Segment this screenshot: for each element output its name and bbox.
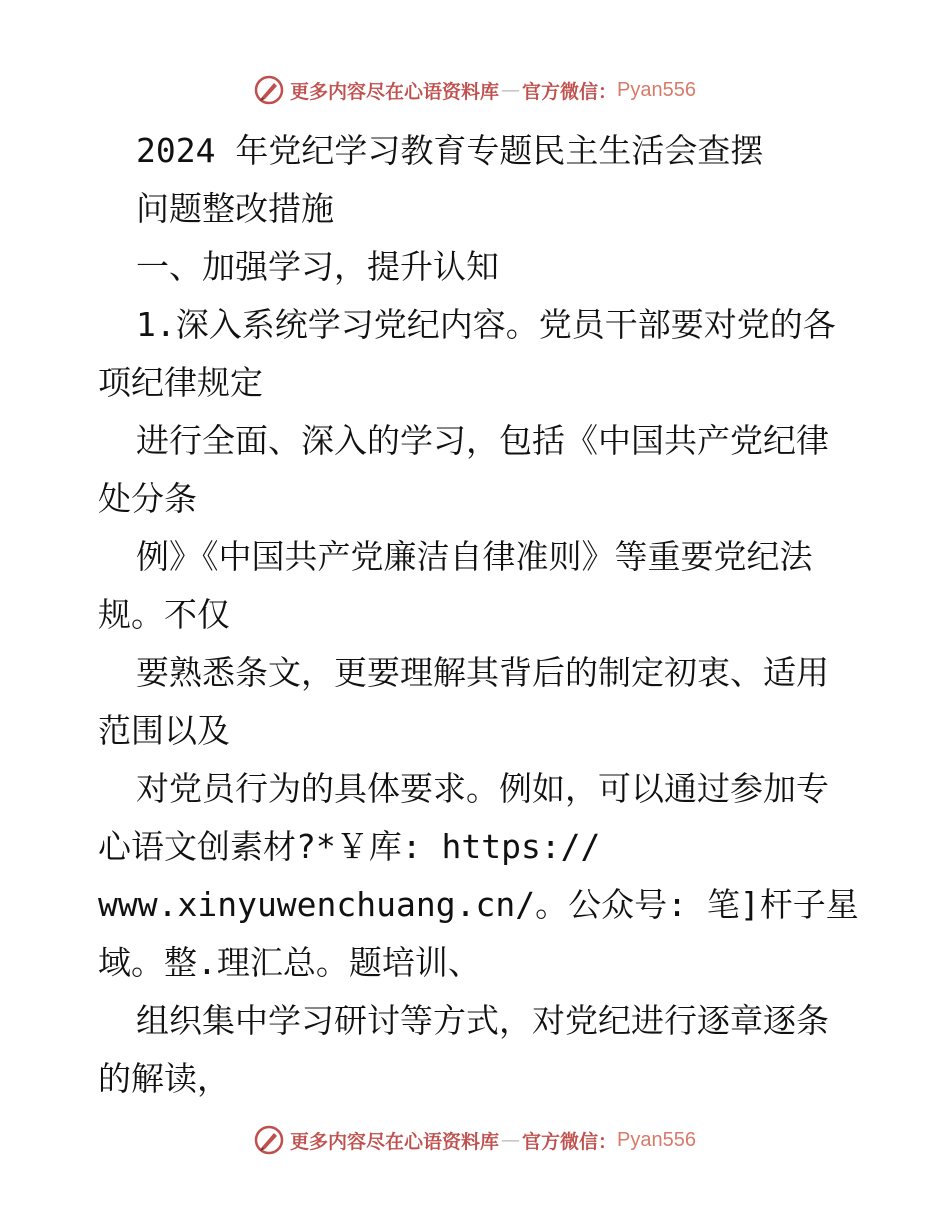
document-line: 域。整.理汇总。题培训、 [98, 943, 481, 982]
document-line: 2024 年党纪学习教育专题民主生活会查摆 [136, 131, 764, 170]
pen-logo-icon [254, 1125, 284, 1155]
document-line: 对党员行为的具体要求。例如，可以通过参加专 [136, 769, 829, 808]
document-line: 处分条 [98, 479, 197, 518]
pen-logo-icon [254, 75, 284, 105]
document-line: 例》《中国共产党廉洁自律准则》等重要党纪法 [136, 537, 813, 576]
banner-wechat-id: Pyan556 [617, 1128, 696, 1151]
document-line: 1.深入系统学习党纪内容。党员干部要对党的各 [136, 305, 836, 344]
banner-dash: — [501, 79, 521, 101]
footer-watermark-banner [0, 1120, 950, 1160]
document-line: 规。不仅 [98, 595, 230, 634]
header-watermark-banner [0, 70, 950, 110]
document-line: 要熟悉条文，更要理解其背后的制定初衷、适用 [136, 653, 829, 692]
document-line: 一、加强学习，提升认知 [136, 247, 499, 286]
document-line: 进行全面、深入的学习，包括《中国共产党纪律 [136, 421, 829, 460]
banner-wechat-label: 官方微信： [522, 80, 618, 103]
document-line: www.xinyuwenchuang.cn/。公众号: 笔]杆子星 [98, 885, 859, 924]
banner-wechat-label: 官方微信： [522, 1130, 618, 1153]
document-line: 的解读， [98, 1059, 230, 1098]
document-body [98, 122, 858, 1108]
document-line: 心语文创素材?*￥库: https:// [98, 827, 601, 866]
banner-wechat-id: Pyan556 [617, 78, 696, 101]
banner-brand-text: 更多内容尽在心语资料库 [290, 1130, 500, 1153]
banner-dash: — [501, 1129, 521, 1151]
document-line: 范围以及 [98, 711, 230, 750]
document-line: 组织集中学习研讨等方式，对党纪进行逐章逐条 [136, 1001, 829, 1040]
banner-brand-text: 更多内容尽在心语资料库 [290, 80, 500, 103]
document-line: 项纪律规定 [98, 363, 263, 402]
document-line: 问题整改措施 [136, 189, 334, 228]
